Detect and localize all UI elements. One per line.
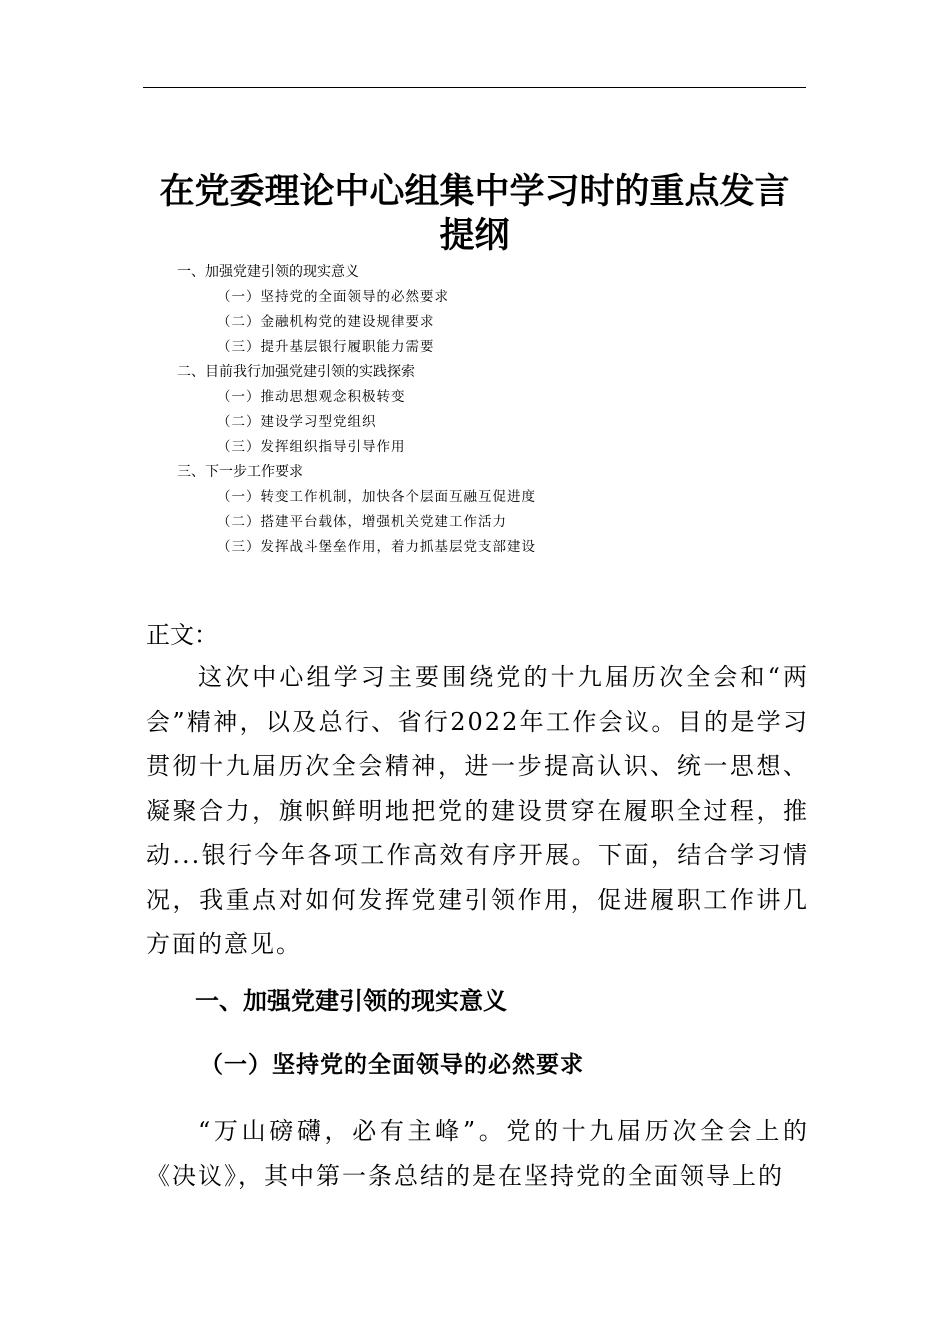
intro-paragraph: 这次中心组学习主要围绕党的十九届历次全会和“两会”精神，以及总行、省行2022年工作会议。目的是学习贯彻十九届历次全会精神，进一步提高认识、统一思想、凝聚合力，旗帜鲜明地把党的建设贯穿在履职全过程，推动...银行今年各项工作高效有序开展。下面，结合学习情况，我重点对如何发挥党建引领作用，促进履职工作讲几方面的意见。 — [146, 663, 809, 958]
body-paragraph: “万山磅礴，必有主峰”。党的十九届历次全会上的《决议》，其中第一条总结的是在坚持党的全面领导上的 — [146, 1117, 809, 1190]
header-rule — [143, 87, 806, 88]
outline-item: （一）转变工作机制，加快各个层面互融互促进度 — [217, 489, 536, 505]
outline-heading-3: 三、下一步工作要求 — [177, 464, 303, 480]
document-title: 在党委理论中心组集中学习时的重点发言提纲 — [159, 172, 790, 256]
outline-item: （一）推动思想观念积极转变 — [217, 389, 406, 405]
outline-item: （二）金融机构党的建设规律要求 — [217, 314, 435, 330]
outline-item: （一）坚持党的全面领导的必然要求 — [217, 289, 449, 305]
subsection-heading: （一）坚持党的全面领导的必然要求 — [200, 1051, 584, 1078]
body-label: 正文： — [146, 621, 218, 649]
outline-item: （三）发挥战斗堡垒作用，着力抓基层党支部建设 — [217, 539, 536, 555]
outline-heading-1: 一、加强党建引领的现实意义 — [177, 264, 359, 280]
outline-item: （二）建设学习型党组织 — [217, 414, 377, 430]
outline-heading-2: 二、目前我行加强党建引领的实践探索 — [177, 364, 415, 380]
outline-item: （三）提升基层银行履职能力需要 — [217, 339, 435, 355]
outline-item: （三）发挥组织指导引导作用 — [217, 439, 406, 455]
section-heading: 一、加强党建引领的现实意义 — [195, 987, 507, 1015]
outline-item: （二）搭建平台载体，增强机关党建工作活力 — [217, 514, 507, 530]
